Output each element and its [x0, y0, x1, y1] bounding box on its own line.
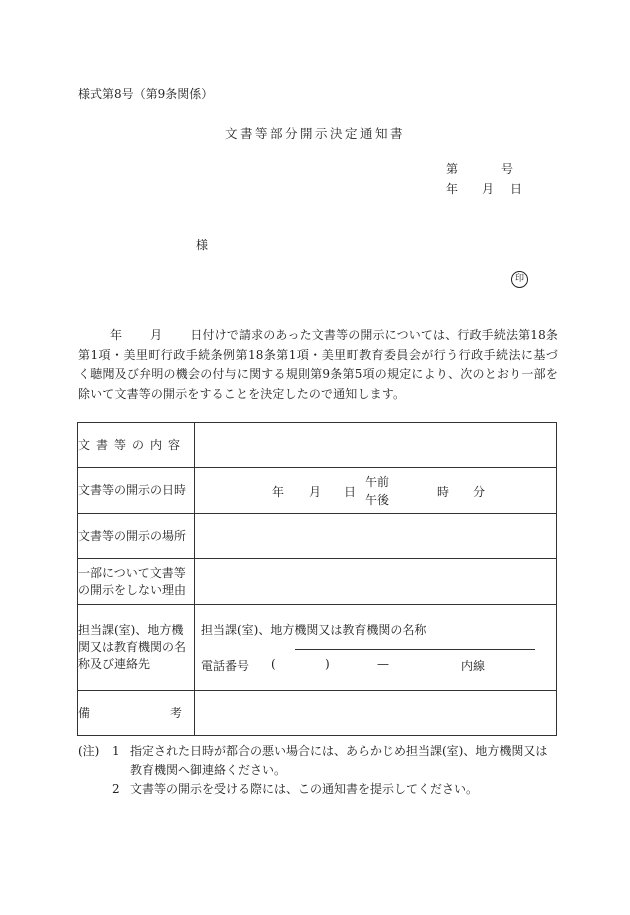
issue-date-month: 月 [482, 182, 495, 196]
contact-paren-close: ) [325, 657, 330, 671]
contact-dash: — [377, 657, 389, 671]
document-title: 文書等部分開示決定通知書 [224, 126, 405, 141]
datetime-minute: 分 [473, 485, 486, 499]
doc-number-dai: 第 [446, 162, 459, 176]
form-number: 様式第8号（第9条関係） [78, 87, 214, 101]
remarks-value [195, 691, 557, 736]
datetime-day: 日 [344, 485, 357, 499]
place-row [78, 514, 557, 559]
reason-label: 一部について文書等の開示をしない理由 [78, 559, 195, 605]
note-item [78, 780, 558, 799]
content-value [195, 423, 557, 468]
body-text [78, 326, 558, 404]
document-number [446, 160, 513, 177]
disclosure-table [77, 422, 557, 736]
datetime-pm: 午後 [365, 493, 390, 507]
contact-row [78, 605, 557, 691]
contact-name-label: 担当課(室)、地方機関又は教育機関の名称 [201, 623, 427, 637]
note-number: 1 [112, 744, 120, 758]
note-text: 文書等の開示を受ける際には、この通知書を提示してください。 [130, 782, 479, 796]
datetime-year: 年 [272, 485, 285, 499]
doc-number-go: 号 [501, 162, 514, 176]
datetime-value [195, 468, 557, 514]
issue-date [446, 180, 522, 197]
place-value [195, 514, 557, 559]
contact-ext: 内線 [461, 659, 486, 673]
contact-value [195, 605, 557, 691]
issue-date-year: 年 [446, 182, 459, 196]
body-month: 月 [150, 328, 163, 342]
issue-date-day: 日 [510, 182, 523, 196]
remarks-left: 備 [78, 705, 91, 720]
reason-value [195, 559, 557, 605]
remarks-right: 考 [169, 705, 182, 720]
note-number: 2 [112, 782, 120, 796]
contact-tel-label: 電話番号 [201, 659, 250, 673]
datetime-am: 午前 [365, 475, 390, 489]
datetime-label: 文書等の開示の日時 [78, 468, 195, 514]
datetime-month: 月 [309, 485, 322, 499]
body-year: 年 [110, 328, 123, 342]
notes [78, 742, 558, 799]
seal-mark: 印 [511, 271, 528, 288]
body-main-text: 日付けで請求のあった文書等の開示については、行政手続法第18条第1項・美里町行政手続条例第18条第1項・美里町教育委員会が行う行政手続法に基づく聴聞及び弁明の機会の付与に関する規則第9条第5項の規定により、次のとおり一部を除いて文書等の開示をすることを決定したので通知します。 [78, 328, 559, 401]
content-row [78, 423, 557, 468]
note-item [78, 742, 558, 780]
remarks-row [78, 691, 557, 736]
content-label: 文書等の内容 [78, 423, 195, 468]
reason-row [78, 559, 557, 605]
note-text: 指定された日時が都合の悪い場合には、あらかじめ担当課(室)、地方機関又は教育機関へ御連絡ください。 [130, 744, 548, 777]
contact-label: 担当課(室)、地方機関又は教育機関の名称及び連絡先 [78, 605, 195, 691]
place-label: 文書等の開示の場所 [78, 514, 195, 559]
contact-name-underline [295, 649, 535, 650]
notes-label: (注) [78, 744, 100, 758]
datetime-hour: 時 [437, 485, 450, 499]
contact-paren-open: ( [271, 657, 276, 671]
addressee: 様 [196, 238, 209, 252]
remarks-label [78, 691, 195, 736]
datetime-row [78, 468, 557, 514]
